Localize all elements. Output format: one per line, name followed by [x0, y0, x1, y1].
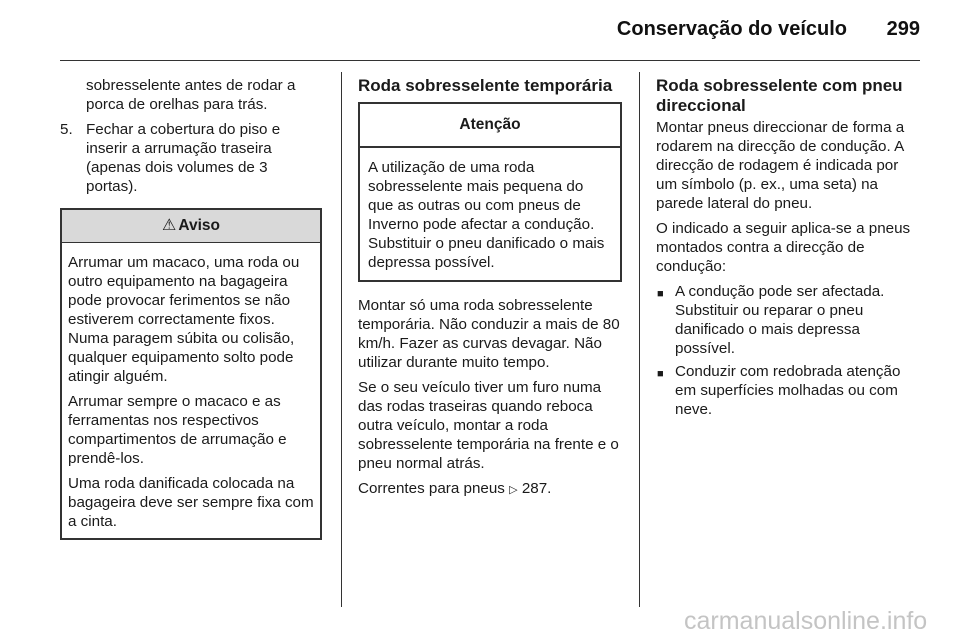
- warning-paragraph-2: Arrumar sempre o macaco e as ferramentas nos respectivos compartimentos de arrumação e prendê-los.: [68, 393, 287, 467]
- column-left: [60, 76, 322, 540]
- bullet-item: [656, 362, 922, 419]
- caution-box: [358, 102, 622, 282]
- bullet-square-icon: ■: [657, 288, 664, 300]
- warning-paragraph-3: Uma roda danificada colocada na bagageira deve ser sempre fixa com a cinta.: [68, 475, 314, 530]
- step-text: Fechar a cobertura do piso e inserir a arrumação traseira (apenas dois volumes de 3 portas).: [86, 121, 281, 195]
- tire-chains-text: Correntes para pneus: [358, 480, 505, 497]
- page-number: 299: [886, 18, 920, 40]
- continued-text: sobresselente antes de rodar a porca de orelhas para trás.: [86, 77, 296, 113]
- column-divider-left: [341, 72, 342, 607]
- section-title-directional-tyre: Roda sobresselente com pneu direccional: [656, 76, 903, 115]
- section-title-temporary-spare: Roda sobresselente temporária: [358, 76, 613, 95]
- paragraph-1: Montar só uma roda sobresselente temporária. Não conduzir a mais de 80 km/h. Fazer as curvas devagar. Não utilizar durante muito tempo.: [358, 297, 620, 371]
- paragraph-1: Montar pneus direccionar de forma a rodarem na direcção de condução. A direcção de rodagem é indicada por um símbolo (p. ex., uma seta) na parede lateral do pneu.: [656, 119, 905, 212]
- bullet-text: Conduzir com redobrada atenção em superfícies molhadas ou com neve.: [675, 363, 901, 418]
- paragraph-3: [358, 479, 622, 500]
- warning-body: [62, 243, 320, 538]
- column-right: [656, 76, 922, 423]
- page-title: Conservação do veículo: [616, 18, 847, 40]
- bullet-square-icon: ■: [657, 368, 664, 380]
- step-number: 5.: [60, 121, 73, 138]
- bullet-item: [656, 282, 922, 358]
- step-5: [60, 120, 322, 196]
- warning-box: [60, 208, 322, 540]
- paragraph-2: O indicado a seguir aplica-se a pneus montados contra a direcção de condução:: [656, 220, 911, 275]
- watermark: carmanualsonline.info: [684, 607, 928, 635]
- caution-body: [360, 148, 620, 280]
- caution-text: A utilização de uma roda sobresselente mais pequena do que as outras ou com pneus de Inverno pode afectar a condução. Substituir o pneu danificado o mais depressa possível.: [368, 159, 605, 271]
- warning-header: [62, 210, 320, 243]
- column-middle: [358, 76, 622, 506]
- bullet-text: A condução pode ser afectada. Substituir ou reparar o pneu danificado o mais depressa possível.: [675, 283, 885, 357]
- warning-triangle-icon: ⚠: [162, 217, 177, 234]
- paragraph-2: Se o seu veículo tiver um furo numa das rodas traseiras quando reboca outra veículo, montar a roda sobresselente temporária na frente e o pneu normal atrás.: [358, 379, 619, 472]
- warning-paragraph-1: Arrumar um macaco, uma roda ou outro equipamento na bagageira pode provocar ferimentos se não estiverem correctamente fixos. Numa paragem súbita ou colisão, qualquer equipamento solto pode atingir alguém.: [68, 254, 300, 385]
- tire-chains-page-link[interactable]: 287.: [521, 480, 552, 497]
- column-divider-right: [639, 72, 640, 607]
- caution-header: Atenção: [360, 104, 620, 148]
- header-divider: [60, 60, 920, 61]
- warning-title: Aviso: [178, 217, 220, 234]
- page-reference-arrow-icon: ▷: [509, 484, 518, 496]
